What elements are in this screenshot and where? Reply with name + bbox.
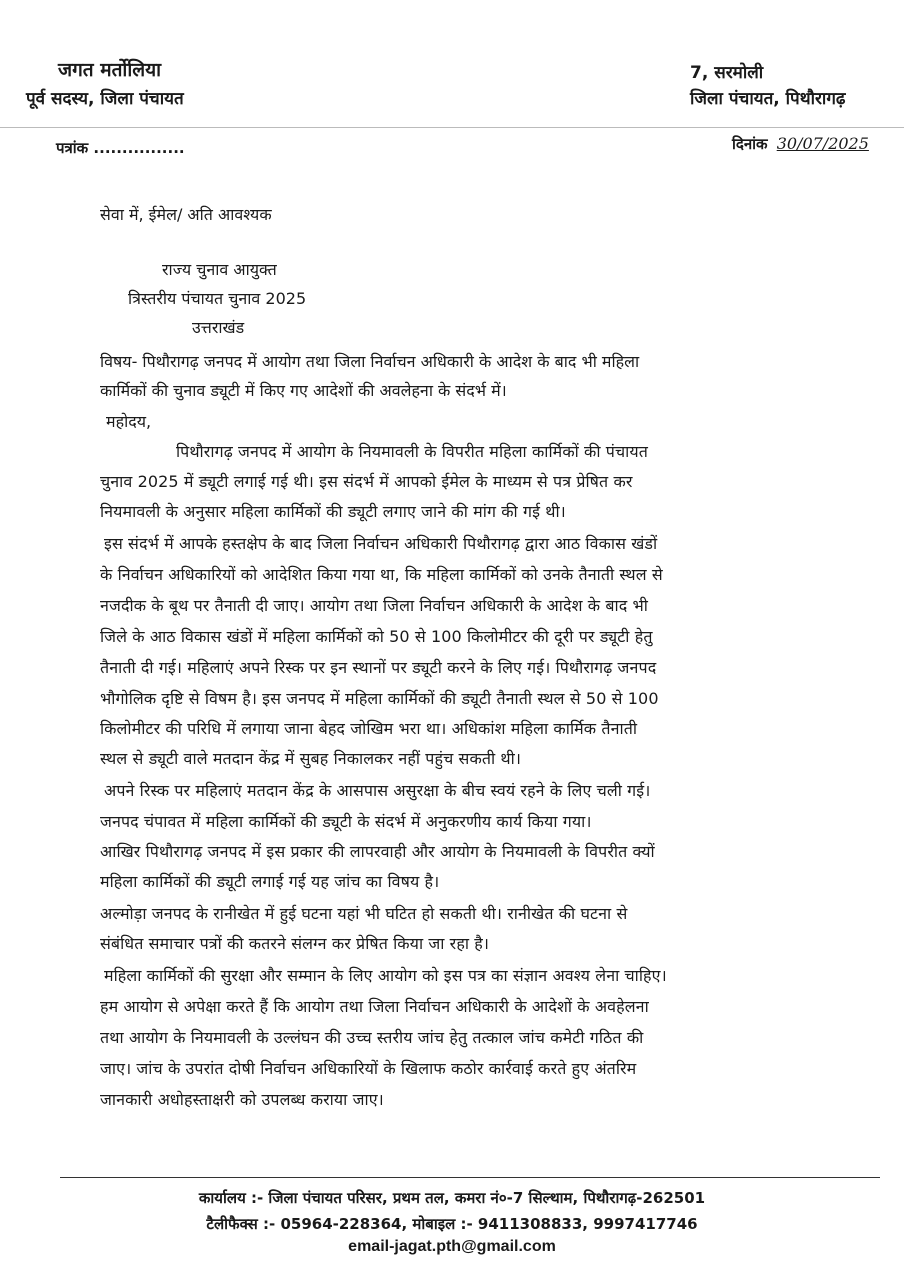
greeting: महोदय, [106,412,152,431]
sender-designation: पूर्व सदस्य, जिला पंचायत [26,89,184,109]
reference-number: पत्रांक ................ [56,139,185,157]
header-divider [0,127,904,128]
body-line: जनपद चंपावत में महिला कार्मिकों की ड्यूटी के संदर्भ में अनुकरणीय कार्य किया गया। [100,812,592,831]
body-line: के निर्वाचन अधिकारियों को आदेशित किया गया था, कि महिला कार्मिकों को उनके तैनाती स्थल से [100,565,663,584]
footer-divider [60,1177,880,1178]
body-line: तथा आयोग के नियमावली के उल्लंघन की उच्च स्तरीय जांच हेतु तत्काल जांच कमेटी गठित की [100,1028,644,1047]
date-field [732,134,869,154]
subject-line-2: कार्मिकों की चुनाव ड्यूटी में किए गए आदेशों की अवलेहना के संदर्भ में। [100,381,507,400]
footer-office-address: कार्यालय :- जिला पंचायत परिसर, प्रथम तल, कमरा नं०-7 सिल्थाम, पिथौरागढ़-262501 [198,1189,706,1207]
address-line-2: जिला पंचायत, पिथौरागढ़ [690,89,846,109]
body-line: जाए। जांच के उपरांत दोषी निर्वाचन अधिकारियों के खिलाफ कठोर कार्रवाई करते हुए अंतरिम [100,1059,637,1078]
body-line: संबंधित समाचार पत्रों की कतरने संलग्न कर प्रेषित किया जा रहा है। [100,934,490,953]
body-line: नजदीक के बूथ पर तैनाती दी जाए। आयोग तथा जिला निर्वाचन अधिकारी के आदेश के बाद भी [100,596,648,615]
salutation-line: सेवा में, ईमेल/ अति आवश्यक [100,205,272,224]
body-line: इस संदर्भ में आपके हस्तक्षेप के बाद जिला निर्वाचन अधिकारी पिथौरागढ़ द्वारा आठ विकास खंडों [104,534,658,553]
body-line: किलोमीटर की परिधि में लगाया जाना बेहद जोखिम भरा था। अधिकांश महिला कार्मिक तैनाती [100,719,638,738]
body-line: जिले के आठ विकास खंडों में महिला कार्मिकों को 50 से 100 किलोमीटर की दूरी पर ड्यूटी हेतु [100,627,653,646]
address-line-1: 7, सरमोली [690,63,764,83]
body-line: अल्मोड़ा जनपद के रानीखेत में हुई घटना यहां भी घटित हो सकती थी। रानीखेत की घटना से [100,904,628,923]
date-label: दिनांक [732,135,768,153]
body-line: हम आयोग से अपेक्षा करते हैं कि आयोग तथा जिला निर्वाचन अधिकारी के आदेशों के अवहेलना [100,997,649,1016]
recipient-line-3: उत्तराखंड [192,318,245,337]
body-line: महिला कार्मिकों की ड्यूटी लगाई गई यह जांच का विषय है। [100,872,440,891]
subject-line-1: विषय- पिथौरागढ़ जनपद में आयोग तथा जिला निर्वाचन अधिकारी के आदेश के बाद भी महिला [100,352,640,371]
body-line: भौगोलिक दृष्टि से विषम है। इस जनपद में महिला कार्मिकों की ड्यूटी तैनाती स्थल से 50 से 100 [100,689,659,708]
body-line: तैनाती दी गई। महिलाएं अपने रिस्क पर इन स्थानों पर ड्यूटी करने के लिए गई। पिथौरागढ़ जनपद [100,658,657,677]
recipient-line-1: राज्य चुनाव आयुक्त [162,260,277,279]
body-line: अपने रिस्क पर महिलाएं मतदान केंद्र के आसपास असुरक्षा के बीच स्वयं रहने के लिए चली गई। [104,781,651,800]
sender-name: जगत मर्तोलिया [58,59,162,81]
date-value: 30/07/2025 [776,134,869,153]
footer-email: email-jagat.pth@gmail.com [348,1238,556,1255]
footer-phone: टैलीफैक्स :- 05964-228364, मोबाइल :- 9411308833, 9997417746 [206,1215,698,1233]
body-line: पिथौरागढ़ जनपद में आयोग के नियमावली के विपरीत महिला कार्मिकों की पंचायत [176,442,648,461]
recipient-line-2: त्रिस्तरीय पंचायत चुनाव 2025 [128,289,307,308]
body-line: चुनाव 2025 में ड्यूटी लगाई गई थी। इस संदर्भ में आपको ईमेल के माध्यम से पत्र प्रेषित कर [100,472,633,491]
body-line: महिला कार्मिकों की सुरक्षा और सम्मान के लिए आयोग को इस पत्र का संज्ञान अवश्य लेना चाहिए। [104,966,667,985]
body-line: स्थल से ड्यूटी वाले मतदान केंद्र में सुबह निकालकर नहीं पहुंच सकती थी। [100,749,522,768]
body-line: जानकारी अधोहस्ताक्षरी को उपलब्ध कराया जाए। [100,1090,384,1109]
body-line: आखिर पिथौरागढ़ जनपद में इस प्रकार की लापरवाही और आयोग के नियमावली के विपरीत क्यों [100,842,655,861]
body-line: नियमावली के अनुसार महिला कार्मिकों की ड्यूटी लगाए जाने की मांग की गई थी। [100,502,566,521]
